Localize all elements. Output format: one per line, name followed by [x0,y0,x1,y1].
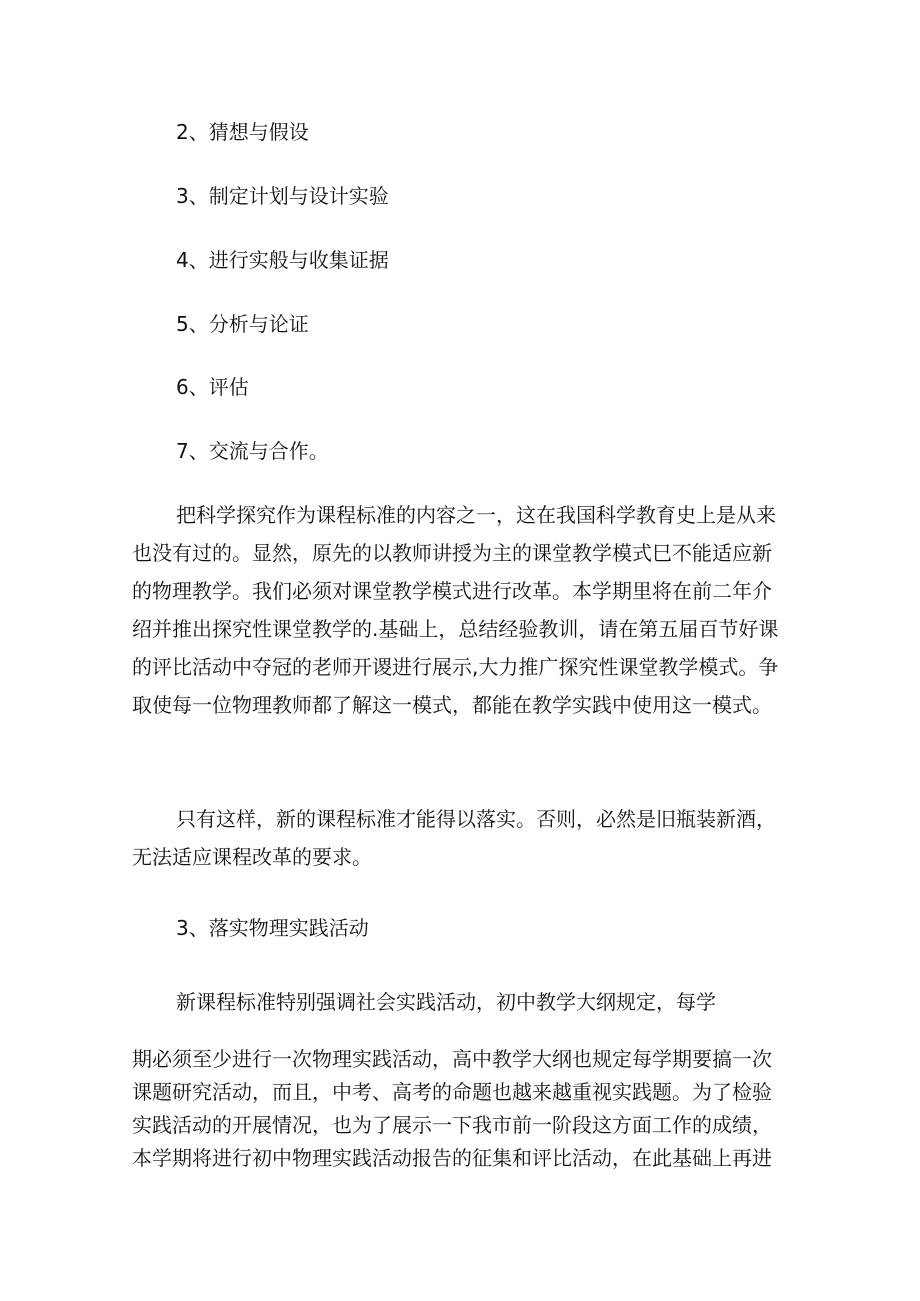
list-item-2: 2、猜想与假设 [176,120,309,144]
section-heading: 3、落实物理实践活动 [176,916,369,940]
paragraph-science-inquiry [132,496,792,724]
paragraph-practice-activities [132,1043,792,1175]
paragraph-line: 无法适应课程改革的要求。 [132,845,372,869]
paragraph-line: 的评比活动中夺冠的老师开谡进行展示,大力推广探究性课堂教学模式。争 [132,655,779,679]
paragraph-implementation [132,800,792,876]
paragraph-line: 把科学探究作为课程标准的内容之一，这在我国科学教育史上是从来 [176,503,776,527]
paragraph-line: 实践活动的开展情况，也为了展示一下我市前一阶段这方面工作的成绩， [132,1113,772,1137]
list-item-3: 3、制定计划与设计实验 [176,184,389,208]
paragraph-line: 也没有过的。显然，原先的以教师讲授为主的课堂教学模式巳不能适应新 [132,541,772,565]
list-item-6: 6、评估 [176,375,249,399]
paragraph-line: 本学期将进行初中物理实践活动报告的征集和评比活动，在此基础上再进 [132,1146,772,1170]
paragraph-line: 绍并推出探究性课堂教学的.基础上，总结经验教训，请在第五届百节好课 [132,617,779,641]
paragraph-line: 新课程标准特别强调社会实践活动，初中教学大纲规定，每学 [176,990,716,1014]
list-item-5: 5、分析与论证 [176,312,309,336]
list-item-4: 4、进行实般与收集证据 [176,248,389,272]
paragraph-line: 取使每一位物理教师都了解这一模式，都能在教学实践中使用这一模式。 [132,693,772,717]
paragraph-line: 只有这样，新的课程标准才能得以落实。否则，必然是旧瓶装新酒， [176,807,776,831]
paragraph-line: 的物理教学。我们必须对课堂教学模式进行改革。本学期里将在前二年介 [132,579,772,603]
paragraph-line: 期必须至少进行一次物理实践活动，高中教学大纲也规定每学期要搞一次 [132,1047,772,1071]
list-item-7: 7、交流与合作。 [176,439,329,463]
paragraph-practice-intro [132,983,792,1021]
paragraph-line: 课题研究活动，而且，中考、高考的命题也越来越重视实践题。为了检验 [132,1080,772,1104]
